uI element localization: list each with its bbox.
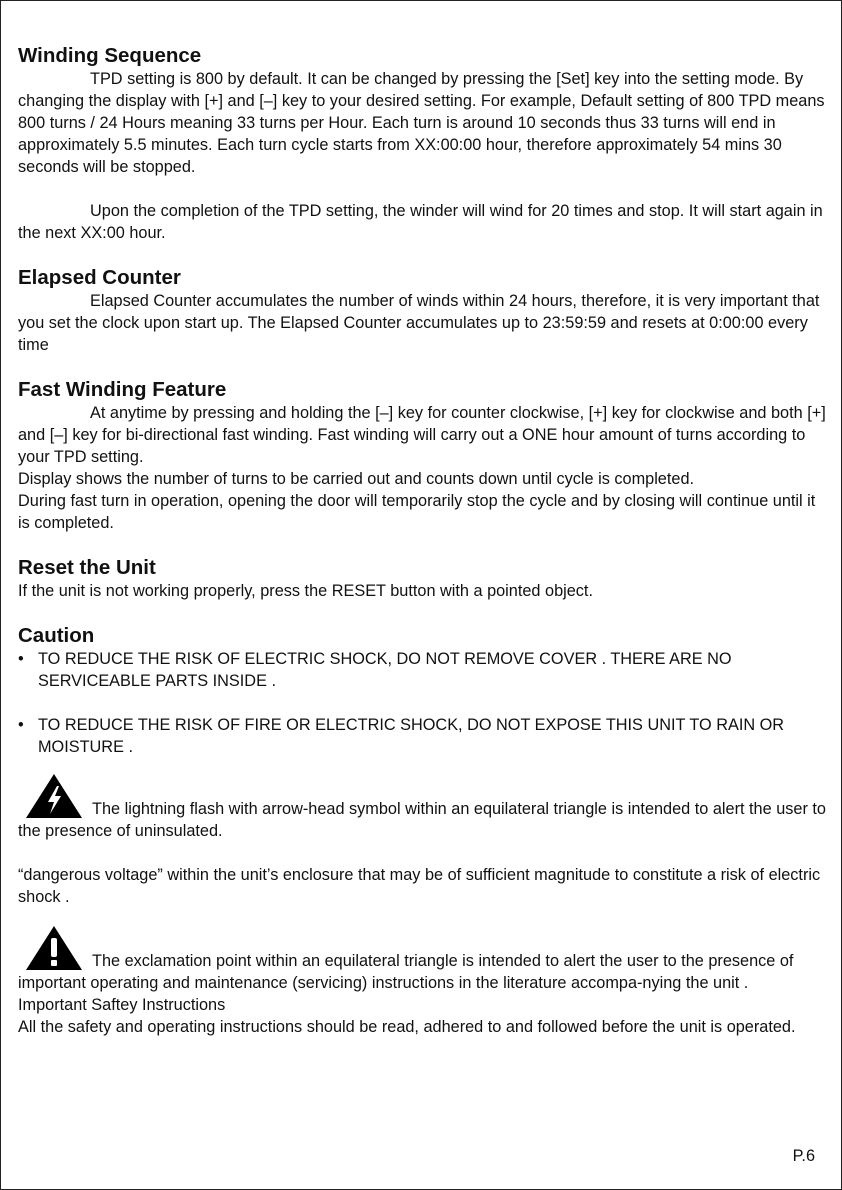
- elapsed-paragraph-1: Elapsed Counter accumulates the number of winds within 24 hours, therefore, it is very important that you set the clock upon start up. The Elapsed Counter accumulates up to 23:59:59 and resets at 0:00:00 every time: [18, 292, 820, 354]
- caution-bullet-fire: • TO REDUCE THE RISK OF FIRE OR ELECTRIC SHOCK, DO NOT EXPOSE THIS UNIT TO RAIN OR MOISTURE .: [18, 714, 826, 758]
- caution-list-2: [18, 714, 826, 758]
- exclamation-warning-icon: [24, 924, 84, 972]
- heading-winding-sequence: Winding Sequence: [18, 44, 202, 67]
- lightning-warning-icon: [24, 772, 84, 820]
- fast-paragraph-3: During fast turn in operation, opening the door will temporarily stop the cycle and by closing will continue until it is completed.: [18, 492, 816, 532]
- lightning-warning: [18, 772, 826, 842]
- safety-text: All the safety and operating instructions should be read, adhered to and followed before the unit is operated.: [18, 1018, 796, 1036]
- reset-paragraph: If the unit is not working properly, press the RESET button with a pointed object.: [18, 582, 593, 600]
- exclamation-text: The exclamation point within an equilateral triangle is intended to alert the user to the presence of important operating and maintenance (servicing) instructions in the literature accompa-nying the unit .: [18, 952, 794, 992]
- page-content: [18, 44, 826, 1038]
- heading-caution: Caution: [18, 624, 95, 647]
- caution-list: [18, 648, 826, 692]
- heading-elapsed-counter: Elapsed Counter: [18, 266, 181, 289]
- fast-paragraph-2: Display shows the number of turns to be carried out and counts down until cycle is completed.: [18, 470, 695, 488]
- heading-fast-winding: Fast Winding Feature: [18, 378, 227, 401]
- lightning-text: The lightning flash with arrow-head symbol within an equilateral triangle is intended to alert the user to the presence of uninsulated.: [18, 800, 826, 840]
- heading-reset-unit: Reset the Unit: [18, 556, 156, 579]
- page-number: P.6: [792, 1147, 815, 1165]
- safety-title: Important Saftey Instructions: [18, 996, 226, 1014]
- fast-paragraph-1: At anytime by pressing and holding the [–] key for counter clockwise, [+] key for clockwise and both [+] and [–] key for bi-directional fast winding. Fast winding will carry out a ONE hour amount of turns according to your TPD setting.: [18, 404, 826, 466]
- voltage-text: “dangerous voltage” within the unit’s enclosure that may be of sufficient magnitude to constitute a risk of electric shock .: [18, 866, 821, 906]
- caution-bullet-shock: • TO REDUCE THE RISK OF ELECTRIC SHOCK, DO NOT REMOVE COVER . THERE ARE NO SERVICEABLE PARTS INSIDE .: [18, 648, 826, 692]
- exclamation-warning: [18, 924, 826, 994]
- winding-paragraph-1: TPD setting is 800 by default. It can be changed by pressing the [Set] key into the setting mode. By changing the display with [+] and [–] key to your desired setting. For example, Default setting of 800 TPD means 800 turns / 24 Hours meaning 33 turns per Hour. Each turn is around 10 seconds thus 33 turns will end in approximately 5.5 minutes. Each turn cycle starts from XX:00:00 hour, therefore approximately 54 mins 30 seconds will be stopped.: [18, 70, 825, 176]
- winding-paragraph-2: Upon the completion of the TPD setting, the winder will wind for 20 times and stop. It will start again in the next XX:00 hour.: [18, 202, 823, 242]
